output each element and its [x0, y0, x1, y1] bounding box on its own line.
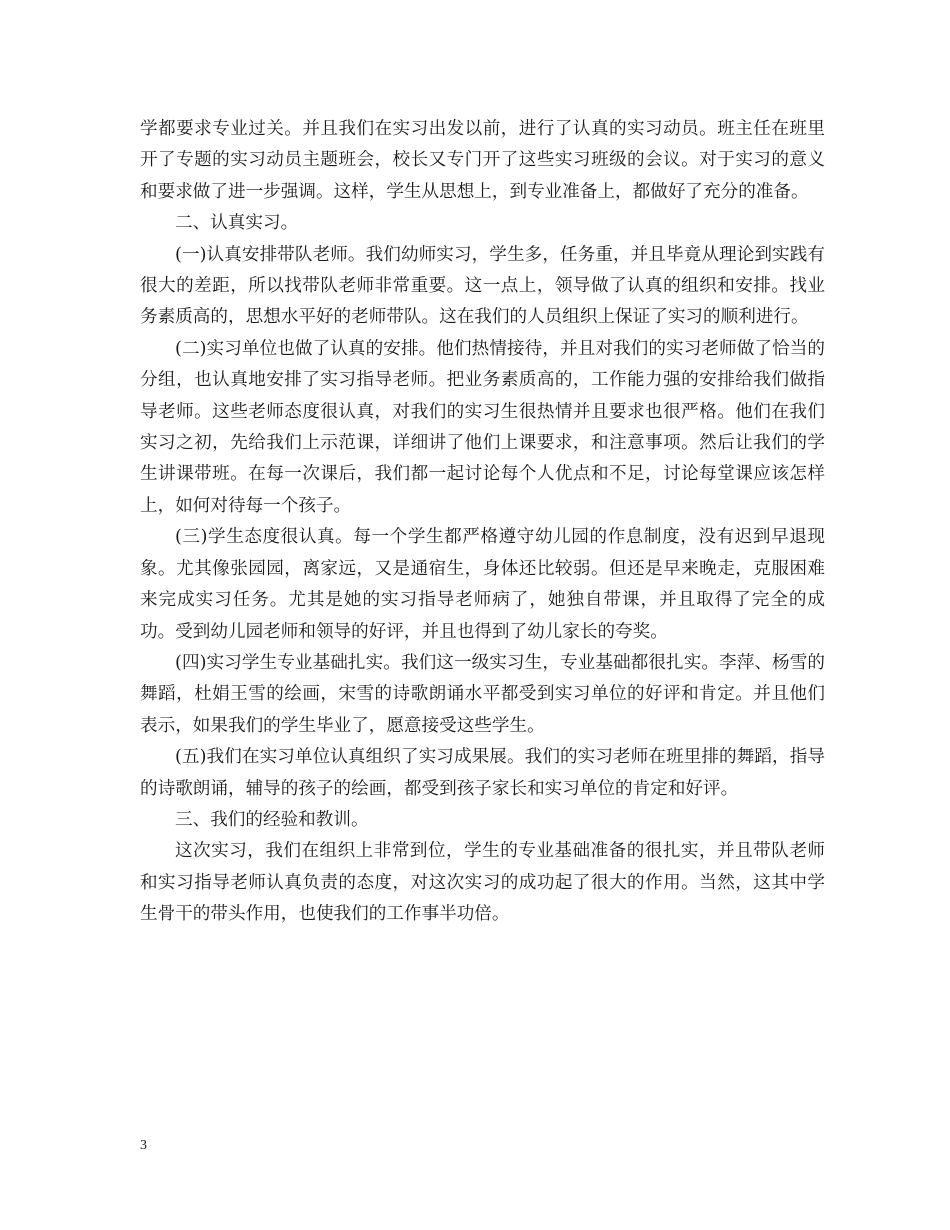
paragraph-item-2: (二)实习单位也做了认真的安排。他们热情接待，并且对我们的实习老师做了恰当的分组，也认真地安排了实习指导老师。把业务素质高的，工作能力强的安排给我们做指导老师。这些老师态度很认真，对我们的实习生很热情并且要求也很严格。他们在我们实习之初，先给我们上示范课，详细讲了他们上课要求，和注意事项。然后让我们的学生讲课带班。在每一次课后，我们都一起讨论每个人优点和不足，讨论每堂课应该怎样上，如何对待每一个孩子。	[140, 338, 825, 516]
section-heading-2: 二、认真实习。	[175, 213, 299, 234]
paragraph-item-4: (四)实习学生专业基础扎实。我们这一级实习生，专业基础都很扎实。李萍、杨雪的舞蹈，杜娟王雪的绘画，宋雪的诗歌朗诵水平都受到实习单位的好评和肯定。并且他们表示，如果我们的学生毕业了，愿意接受这些学生。	[140, 652, 825, 736]
paragraph-item-3: (三)学生态度很认真。每一个学生都严格遵守幼儿园的作息制度，没有迟到早退现象。尤其像张园园，离家远，又是通宿生，身体还比较弱。但还是早来晚走，克服困难来完成实习任务。尤其是她的实习指导老师病了，她独自带课，并且取得了完全的成功。受到幼儿园老师和领导的好评，并且也得到了幼儿家长的夸奖。	[140, 527, 825, 642]
paragraph-summary: 这次实习，我们在组织上非常到位，学生的专业基础准备的很扎实，并且带队老师和实习指导老师认真负责的态度，对这次实习的成功起了很大的作用。当然，这其中学生骨干的带头作用，也使我们的工作事半功倍。	[140, 841, 825, 925]
document-body	[140, 114, 825, 931]
section-heading-3: 三、我们的经验和教训。	[175, 809, 369, 830]
page-number: 3	[140, 1138, 147, 1153]
paragraph-continued: 学都要求专业过关。并且我们在实习出发以前，进行了认真的实习动员。班主任在班里开了专题的实习动员主题班会，校长又专门开了这些实习班级的会议。对于实习的意义和要求做了进一步强调。这样，学生从思想上，到专业准备上，都做好了充分的准备。	[140, 119, 825, 202]
paragraph-item-1: (一)认真安排带队老师。我们幼师实习，学生多，任务重，并且毕竟从理论到实践有很大的差距，所以找带队老师非常重要。这一点上，领导做了认真的组织和安排。找业务素质高的，思想水平好的老师带队。这在我们的人员组织上保证了实习的顺利进行。	[140, 244, 825, 328]
paragraph-item-5: (五)我们在实习单位认真组织了实习成果展。我们的实习老师在班里排的舞蹈，指导的诗歌朗诵，辅导的孩子的绘画，都受到孩子家长和实习单位的肯定和好评。	[140, 747, 825, 799]
